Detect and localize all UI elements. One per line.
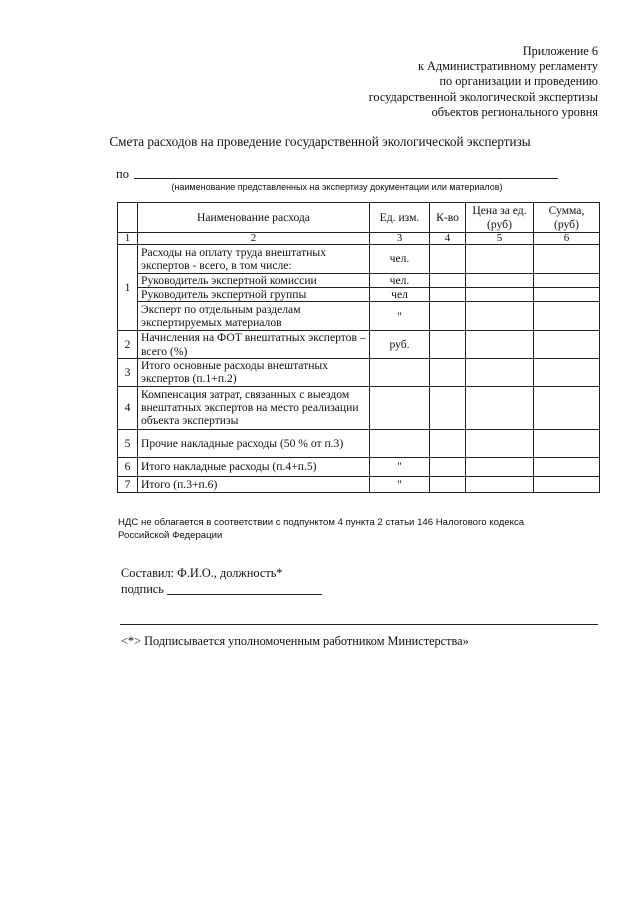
row-unit: "	[370, 476, 430, 492]
row-price[interactable]	[466, 358, 534, 386]
header-cell-unit: Ед. изм.	[370, 203, 430, 233]
row-unit: руб.	[370, 331, 430, 358]
table-header-row	[118, 203, 600, 233]
row-qty[interactable]	[430, 288, 466, 302]
row-name: Компенсация затрат, связанных с выездом внештатных экспертов на место реализации объекта экспертизы	[138, 386, 370, 429]
row-sum[interactable]	[534, 302, 600, 331]
column-number: 1	[118, 233, 138, 245]
compiled-by-label: Составил: Ф.И.О., должность*	[121, 566, 283, 580]
signature-line[interactable]	[167, 594, 322, 595]
row-number: 2	[118, 331, 138, 358]
row-unit	[370, 386, 430, 429]
row-price[interactable]	[466, 386, 534, 429]
footnote: <*> Подписывается уполномоченным работником Министерства»	[121, 634, 469, 648]
row-name: Эксперт по отдельным разделам экспертируемых материалов	[138, 302, 370, 331]
row-qty[interactable]	[430, 331, 466, 358]
appendix-line: Приложение 6	[522, 44, 598, 58]
table-row	[118, 302, 600, 331]
row-unit	[370, 358, 430, 386]
table-row	[118, 476, 600, 492]
appendix-line: по организации и проведению	[439, 74, 598, 89]
row-number: 5	[118, 429, 138, 457]
row-price[interactable]	[466, 245, 534, 274]
row-unit: чел.	[370, 245, 430, 274]
po-label: по	[116, 167, 129, 181]
vat-note	[118, 516, 598, 542]
row-sum[interactable]	[534, 457, 600, 476]
appendix-line: государственной экологической экспертизы	[368, 89, 598, 104]
row-name: Прочие накладные расходы (50 % от п.3)	[138, 429, 370, 457]
row-sum[interactable]	[534, 429, 600, 457]
po-caption: (наименование представленных на экспертизу документации или материалов)	[171, 182, 503, 192]
row-number: 1	[118, 245, 138, 331]
row-qty[interactable]	[430, 386, 466, 429]
column-number: 5	[466, 233, 534, 245]
row-name: Руководитель экспертной комиссии	[138, 274, 370, 288]
row-price[interactable]	[466, 274, 534, 288]
row-price[interactable]	[466, 331, 534, 358]
row-qty[interactable]	[430, 429, 466, 457]
row-unit	[370, 429, 430, 457]
table-row	[118, 274, 600, 288]
table-row	[118, 429, 600, 457]
row-sum[interactable]	[534, 476, 600, 492]
signature-label: подпись	[121, 582, 164, 596]
page-title: Смета расходов на проведение государственной экологической экспертизы	[109, 134, 531, 149]
row-price[interactable]	[466, 457, 534, 476]
row-name: Расходы на оплату труда внештатных экспертов - всего, в том числе:	[138, 245, 370, 274]
row-unit: "	[370, 457, 430, 476]
row-qty[interactable]	[430, 245, 466, 274]
row-qty[interactable]	[430, 358, 466, 386]
row-number: 6	[118, 457, 138, 476]
row-name: Итого накладные расходы (п.4+п.5)	[138, 457, 370, 476]
row-qty[interactable]	[430, 274, 466, 288]
appendix-header	[300, 44, 598, 120]
row-sum[interactable]	[534, 358, 600, 386]
row-qty[interactable]	[430, 457, 466, 476]
column-number: 2	[138, 233, 370, 245]
row-name: Начисления на ФОТ внештатных экспертов – всего (%)	[138, 331, 370, 358]
row-qty[interactable]	[430, 476, 466, 492]
row-name: Итого (п.3+п.6)	[138, 476, 370, 492]
row-sum[interactable]	[534, 331, 600, 358]
expense-table	[117, 202, 600, 493]
row-sum[interactable]	[534, 386, 600, 429]
row-sum[interactable]	[534, 274, 600, 288]
row-unit: чел	[370, 288, 430, 302]
column-number: 3	[370, 233, 430, 245]
row-qty[interactable]	[430, 302, 466, 331]
footnote-divider	[120, 624, 598, 625]
column-number: 6	[534, 233, 600, 245]
table-row	[118, 457, 600, 476]
row-unit: чел.	[370, 274, 430, 288]
vat-note-line: Российской Федерации	[118, 530, 223, 541]
po-fill-line	[134, 178, 558, 179]
row-unit: "	[370, 302, 430, 331]
row-sum[interactable]	[534, 245, 600, 274]
row-number: 3	[118, 358, 138, 386]
table-row	[118, 288, 600, 302]
header-cell-qty: К-во	[430, 203, 466, 233]
header-cell-sum: Сумма, (руб)	[534, 203, 600, 233]
row-price[interactable]	[466, 476, 534, 492]
row-price[interactable]	[466, 302, 534, 331]
row-name: Руководитель экспертной группы	[138, 288, 370, 302]
column-number: 4	[430, 233, 466, 245]
column-number-row	[118, 233, 600, 245]
table-row	[118, 245, 600, 274]
table-row	[118, 358, 600, 386]
row-sum[interactable]	[534, 288, 600, 302]
row-price[interactable]	[466, 288, 534, 302]
table-row	[118, 331, 600, 358]
table-row	[118, 386, 600, 429]
header-cell-price: Цена за ед. (руб)	[466, 203, 534, 233]
row-name: Итого основные расходы внештатных экспертов (п.1+п.2)	[138, 358, 370, 386]
appendix-line: к Административному регламенту	[417, 59, 598, 74]
appendix-line: объектов регионального уровня	[431, 104, 598, 119]
row-price[interactable]	[466, 429, 534, 457]
row-number: 4	[118, 386, 138, 429]
header-cell-index	[118, 203, 138, 233]
header-cell-name: Наименование расхода	[138, 203, 370, 233]
row-number: 7	[118, 476, 138, 492]
vat-note-line: НДС не облагается в соответствии с подпунктом 4 пункта 2 статьи 146 Налогового кодекса	[118, 517, 525, 528]
